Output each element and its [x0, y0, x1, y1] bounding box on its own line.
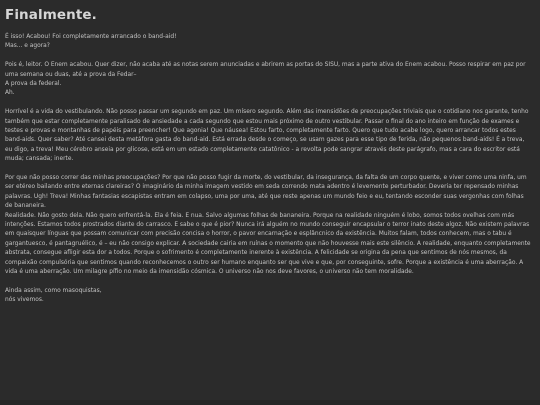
- paragraph-line: Realidade. Não gosto dela. Não quero enfrentá-la. Ela é feia. E nua. Salvo algumas folhas de bananeira. Porque na realidade ninguém é lobo, somos todos ovelhas com más intenções. Estamos todos prostrados diante do carrasco. E sabe o que é pior? Nunca irá alguém no mundo conseguir encapsular o terror inato deste algoz. Não existem palavras em quaisquer línguas que possam comunicar com precisão concisa o horror, o pavor encarnação e esplâncnico da existência. Muitos falam, todos conhecem, mas o tabu é gargantuesco, é pantagruélico, é – eu não consigo explicar. A sociedade cairia em ruínas o momento que não houvesse mais este silêncio. A realidade, enquanto completamente abstrata, consegue afligir esta dor a todos. Porque o sofrimento é completamente inerente à existência. A felicidade se origina da pena que sentimos de nós mesmos, da compaixão compulsória que sentimos quando reconhecemos o outro ser humano enquanto ser que vive e que, por conseguinte, sofre. Porque a existência é uma aberração. A vida é uma aberração. Um milagre pífio no meio da imensidão cósmica. O universo não nos deve favores, o universo não tem moralidade.: [5, 212, 531, 276]
- paragraph-line: Por que não posso correr das minhas preocupações? Por que não posso fugir da morte, do vestibular, da insegurança, da falta de um corpo quente, e viver como uma ninfa, um ser etéreo bailando entre eternas clareiras? O imaginário da minha imagem vestido em seda correndo mata adentro é levemente perturbador. Deveria ter repensado minhas palavras. Ugh! Treva! Minhas fantasias escapistas entram em colapso, uma por uma, até que reste apenas um mundo feio e eu, tentando esconder suas vergonhas com folhas de bananeira.: [5, 175, 527, 210]
- paragraph-6: [5, 287, 532, 306]
- paragraph-line: A prova da federal.: [5, 81, 62, 88]
- paragraph-line: Ainda assim, como masoquistas,: [5, 287, 102, 294]
- paragraph-line: Pois é, leitor. O Enem acabou. Quer dizer, não acaba até as notas serem anunciadas e abrirem as portas do SISU, mas a parte ativa do Enem acabou. Posso respirar em paz por uma semana ou duas, até a prova da Fedar–: [5, 62, 526, 78]
- paragraph-line: É isso! Acabou! Foi completamente arrancado o band-aid!: [5, 34, 177, 40]
- paragraph-4: [5, 174, 532, 212]
- paragraph-3: [5, 108, 532, 164]
- post-title: Finalmente.: [5, 7, 97, 23]
- paragraph-line: nós vivemos.: [5, 297, 44, 304]
- paragraph-5: [5, 212, 532, 278]
- paragraph-line: Ah.: [5, 90, 15, 97]
- paragraph-line: Mas... e agora?: [5, 43, 50, 50]
- paragraph-1: [5, 33, 532, 52]
- paragraph-line: Horrível é a vida do vestibulando. Não posso passar um segundo em paz. Um mísero segundo. Além das imensidões de preocupações triviais que o cotidiano nos garante, tenho também que estar completamente paralisado de ansiedade a cada segundo que estou mais próximo de outro vestibular. Passar o final do ano inteiro em função de exames e testes e provas e montanhas de papéis para preencher! Que agonia! Que náusea! Estou farto, completamente farto. Quero que tudo acabe logo, quero arrancar todos estes band-aids. Quer saber? Até cansei desta metáfora gasta do band-aid. Está errada desde o começo, se usam gazes para esse tipo de ferida, não pequenos band-aids! É a treva, eu digo, a treva! Meu cérebro anseia por glicose, está em um estado completamente catatônico - a revolta pode sangrar através deste parágrafo, mas a cara do escritor está muda; cansada; inerte.: [5, 109, 529, 163]
- paragraph-2: [5, 61, 532, 99]
- post-body: [5, 33, 532, 306]
- page-bottom-divider: [0, 400, 540, 405]
